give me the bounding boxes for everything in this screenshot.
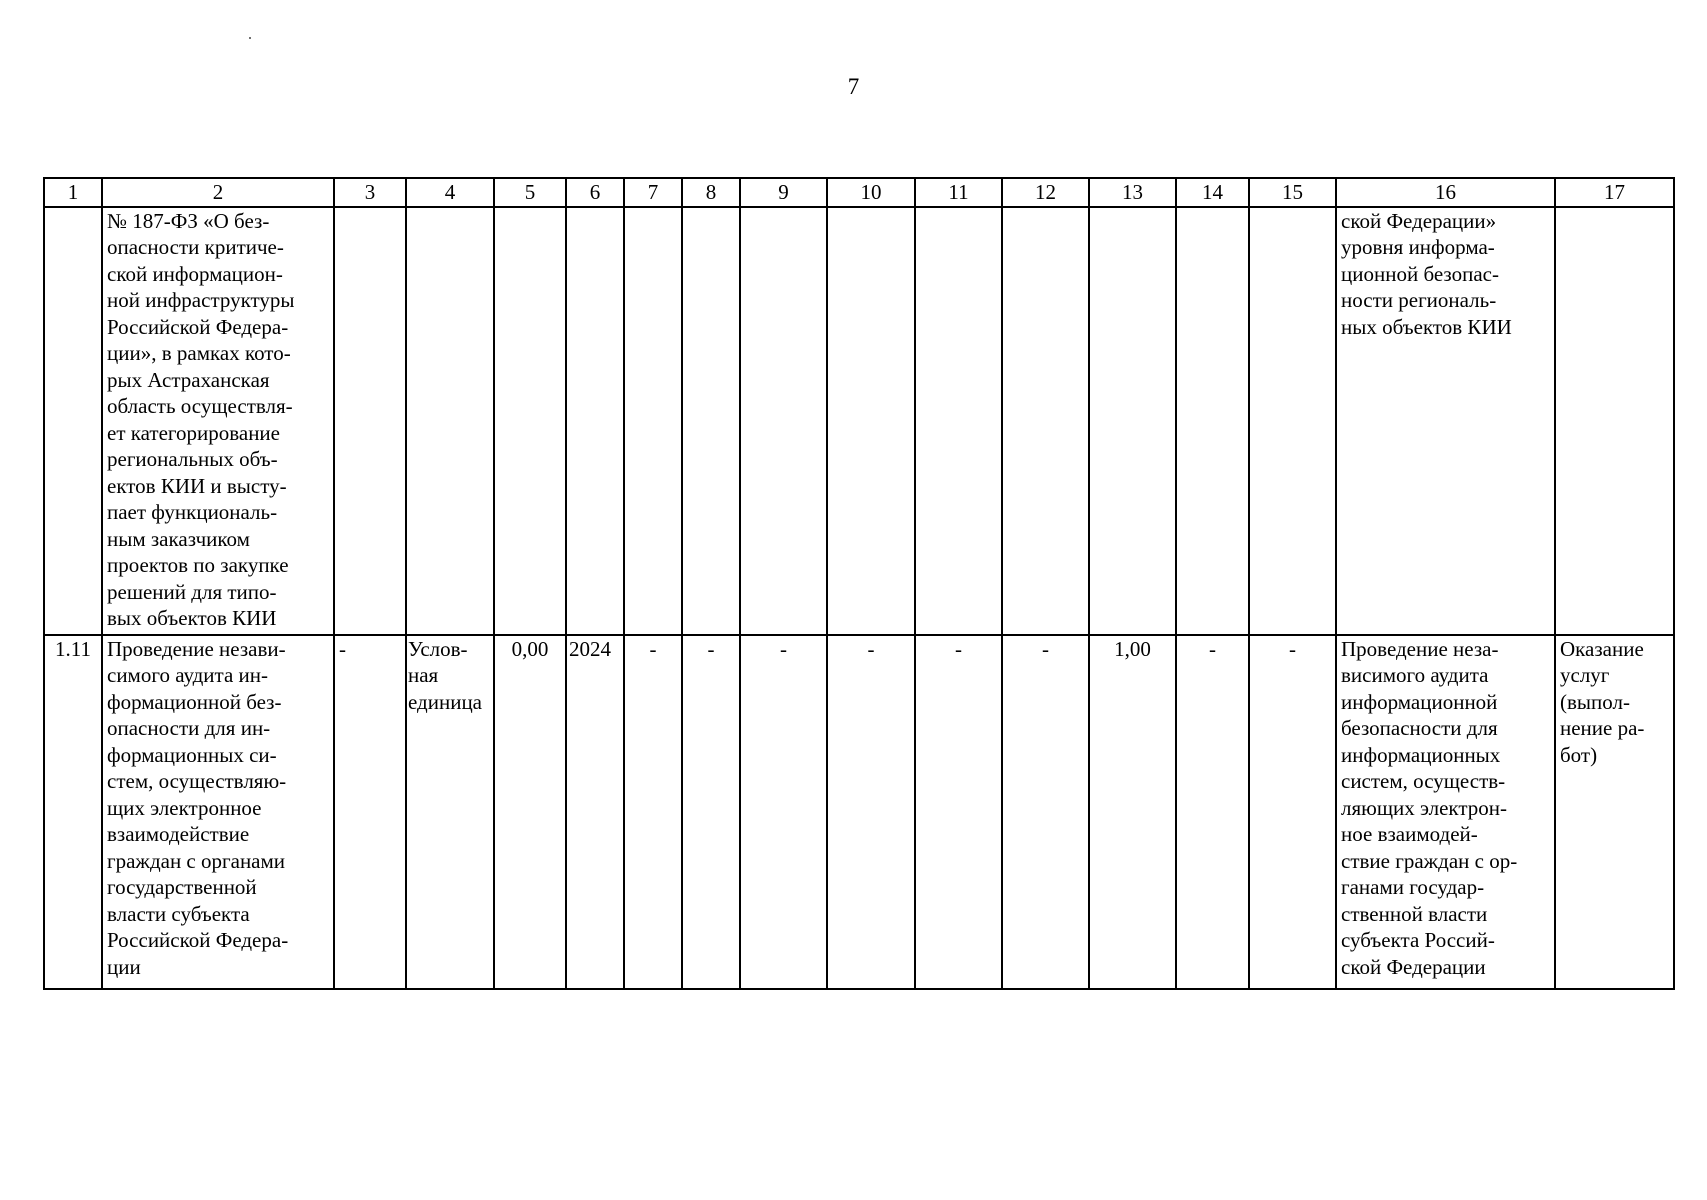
cell-unit — [406, 207, 494, 635]
cell: - — [682, 635, 740, 989]
table-row — [44, 635, 1674, 989]
table-row — [44, 207, 1674, 635]
cell-text-line: ет категорирование — [107, 420, 280, 445]
column-header: 6 — [566, 178, 624, 207]
cell-text-line: систем, осуществ- — [1341, 769, 1506, 793]
cell: - — [827, 635, 915, 989]
scan-speck — [249, 37, 251, 39]
column-number-row — [44, 178, 1674, 207]
cell: - — [740, 635, 827, 989]
cell-text-line: висимого аудита — [1341, 663, 1489, 687]
cell-text-line: бот) — [1560, 742, 1598, 767]
cell-text-line: проектов по закупке — [107, 553, 289, 577]
column-header: 1 — [44, 178, 102, 207]
cell-text-line: опасности для ин- — [107, 716, 271, 740]
column-header: 7 — [624, 178, 682, 207]
cell-text-line: ектов КИИ и высту- — [107, 473, 287, 498]
cell-text-line: ное взаимодей- — [1341, 822, 1478, 846]
cell-text-line: решений для типо- — [107, 579, 277, 604]
cell — [682, 207, 740, 635]
cell-value — [494, 207, 566, 635]
cell-text-line: опасности критиче- — [107, 235, 284, 259]
column-header: 13 — [1089, 178, 1176, 207]
cell-text-line: рых Астраханская — [107, 367, 270, 392]
cell-text-line: ности региональ- — [1341, 288, 1497, 312]
column-header: 14 — [1176, 178, 1249, 207]
cell-description — [102, 635, 334, 989]
cell — [740, 207, 827, 635]
cell-text-line: ской Федерации» — [1341, 208, 1497, 233]
cell-text-line: Услов- — [408, 636, 468, 661]
cell-year: 2024 — [566, 635, 624, 989]
cell-text-line: ганами государ- — [1341, 875, 1485, 899]
cell-text-line: № 187-ФЗ «О без- — [107, 208, 270, 233]
cell — [334, 207, 406, 635]
cell-text-line: ной инфраструктуры — [107, 288, 295, 312]
cell-text-line: Российской Федера- — [107, 314, 289, 339]
cell — [915, 207, 1002, 635]
column-header: 4 — [406, 178, 494, 207]
cell-text-line: единица — [408, 689, 483, 714]
column-header: 10 — [827, 178, 915, 207]
cell — [1002, 207, 1089, 635]
cell-text-line: государственной — [107, 875, 257, 899]
cell-text-line: вых объектов КИИ — [107, 606, 277, 630]
cell-text-line: граждан с органами — [107, 848, 286, 873]
cell-number: 1.11 — [44, 635, 102, 989]
cell-text-line: ствие граждан с ор- — [1341, 848, 1518, 873]
cell: - — [1176, 635, 1249, 989]
cell-value: 1,00 — [1089, 635, 1176, 989]
cell-result — [1336, 635, 1555, 989]
cell-year — [566, 207, 624, 635]
cell-text-line: ской информацион- — [107, 261, 283, 286]
cell-text-line: ным заказчиком — [107, 526, 250, 551]
cell-text-line: стем, осуществляю- — [107, 769, 287, 793]
cell-text-line: пает функциональ- — [107, 500, 278, 524]
cell-text-line: субъекта Россий- — [1341, 928, 1495, 952]
cell-type — [1555, 207, 1674, 635]
cell — [1249, 207, 1336, 635]
cell: - — [915, 635, 1002, 989]
cell-text-line: уровня информа- — [1341, 235, 1495, 259]
cell-value: 0,00 — [494, 635, 566, 989]
column-header: 11 — [915, 178, 1002, 207]
cell-text-line: информационной — [1341, 689, 1498, 714]
cell-text-line: ской Федерации — [1341, 954, 1486, 979]
cell-text-line: региональных объ- — [107, 447, 278, 471]
cell-text-line: ляющих электрон- — [1341, 795, 1508, 820]
plan-table — [43, 177, 1675, 990]
column-header: 15 — [1249, 178, 1336, 207]
cell-text-line: формационных си- — [107, 742, 277, 767]
cell-type — [1555, 635, 1674, 989]
cell — [624, 207, 682, 635]
cell: - — [1249, 635, 1336, 989]
column-header: 3 — [334, 178, 406, 207]
cell-text-line: взаимодействие — [107, 822, 250, 846]
cell-text-line: (выпол- — [1560, 689, 1630, 714]
cell: - — [1002, 635, 1089, 989]
cell — [827, 207, 915, 635]
cell-text-line: Оказание — [1560, 636, 1644, 661]
cell-text-line: власти субъекта — [107, 901, 250, 926]
column-header: 17 — [1555, 178, 1674, 207]
cell-text-line: щих электронное — [107, 795, 262, 820]
cell: - — [334, 635, 406, 989]
cell: - — [624, 635, 682, 989]
cell-text-line: услуг — [1560, 663, 1610, 687]
column-header: 5 — [494, 178, 566, 207]
cell-text-line: симого аудита ин- — [107, 663, 269, 687]
cell-result — [1336, 207, 1555, 635]
cell-text-line: информационных — [1341, 742, 1501, 767]
cell-number — [44, 207, 102, 635]
cell-text-line: ных объектов КИИ — [1341, 314, 1512, 339]
column-header: 16 — [1336, 178, 1555, 207]
cell — [1176, 207, 1249, 635]
cell-text-line: ции — [107, 954, 141, 979]
page-number: 7 — [847, 74, 860, 99]
cell-value — [1089, 207, 1176, 635]
cell-text-line: ционной безопас- — [1341, 261, 1499, 286]
cell-text-line: область осуществля- — [107, 394, 293, 418]
cell-text-line: ции», в рамках кото- — [107, 341, 291, 365]
column-header: 8 — [682, 178, 740, 207]
cell-unit — [406, 635, 494, 989]
cell-text-line: Проведение незави- — [107, 636, 286, 661]
column-header: 2 — [102, 178, 334, 207]
cell-text-line: Российской Федера- — [107, 928, 289, 952]
cell-text-line: ная — [408, 663, 439, 687]
cell-text-line: ственной власти — [1341, 901, 1488, 926]
cell-text-line: безопасности для — [1341, 716, 1498, 740]
cell-description — [102, 207, 334, 635]
cell-text-line: Проведение неза- — [1341, 636, 1499, 661]
cell-text-line: формационной без- — [107, 689, 282, 714]
column-header: 9 — [740, 178, 827, 207]
column-header: 12 — [1002, 178, 1089, 207]
cell-text-line: нение ра- — [1560, 716, 1645, 740]
